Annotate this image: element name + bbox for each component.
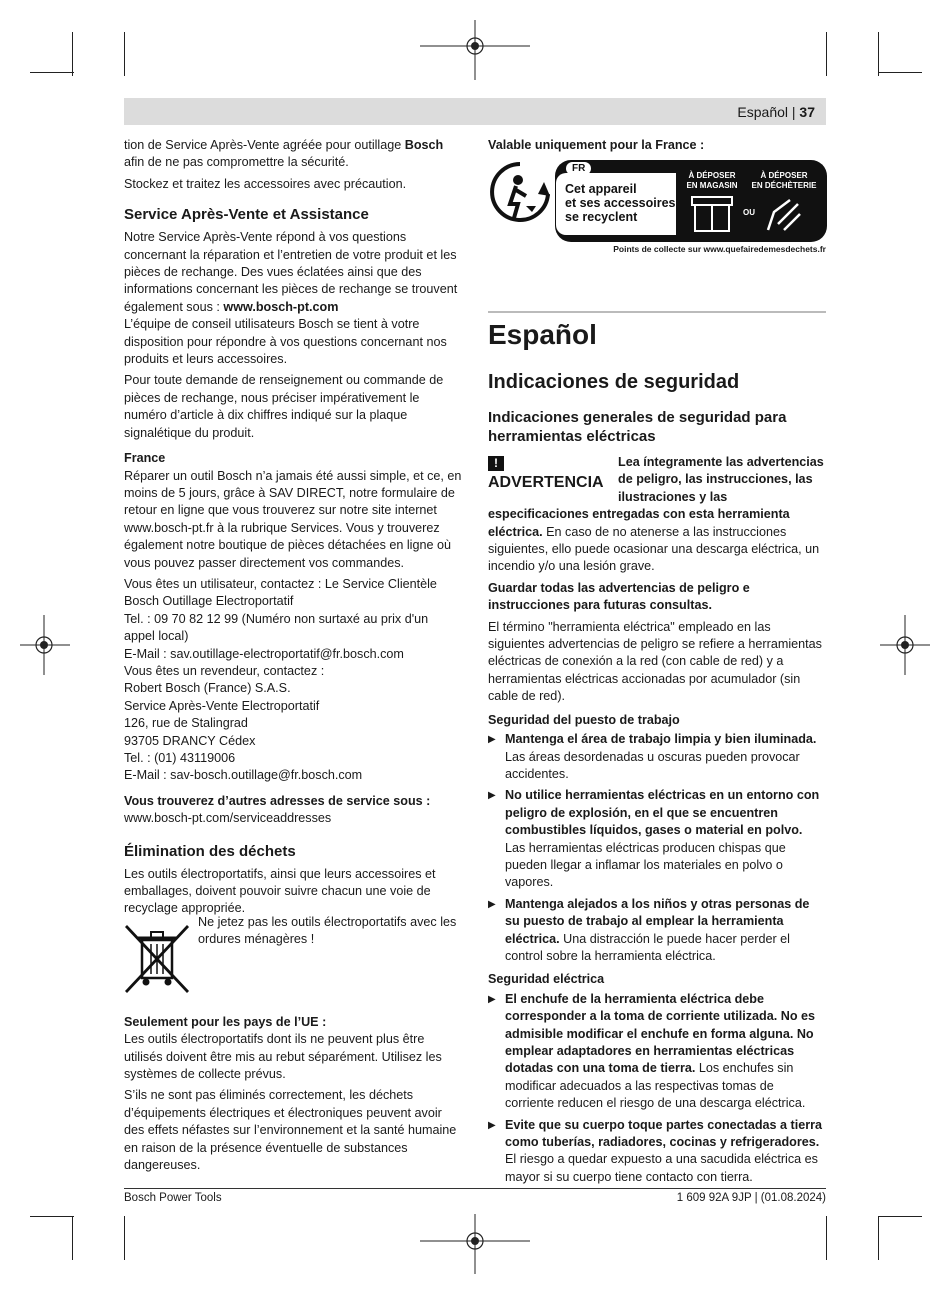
registration-mark-right — [880, 615, 930, 675]
crop-mark — [30, 72, 74, 73]
intro-paragraph: Stockez et traitez les accessoires avec précaution. — [124, 176, 407, 191]
store-icon — [690, 195, 734, 233]
term-paragraph: El término "herramienta eléctrica" empleado en las siguientes advertencias de peligro se refiere a herramientas eléctricas de conexión a la red (con cable de red) y a herramientas eléctricas accionadas por acumulador (sin cable de red). — [488, 619, 822, 704]
bosch-link[interactable]: www.bosch-pt.com — [223, 299, 339, 314]
user-contact: Vous êtes un utilisateur, contactez : Le Service Clientèle Bosch Outillage Electroportatif Tel. : 09 70 82 12 99 (Numéro non surtaxé au prix d'un appel local) E-Mail : sav.outillage-electroportatif@fr.bosch.com — [124, 576, 462, 663]
registration-mark-bottom — [420, 1214, 530, 1274]
header-language: Español — [737, 104, 788, 120]
crossed-bin-icon — [124, 922, 190, 996]
section-divider — [488, 311, 826, 313]
intro-paragraph: tion de Service Après-Vente agréée pour outillage Bosch afin de ne pas compromettre la sécurité. — [124, 138, 444, 170]
dump-icon — [764, 194, 804, 234]
footer-rule — [124, 1188, 826, 1189]
or-label: OU — [743, 208, 755, 217]
waste-icon-text: Ne jetez pas les outils électroportatifs avec les ordures ménagères ! — [198, 914, 457, 947]
crop-mark — [124, 1216, 125, 1260]
subsection-title: France — [124, 451, 166, 466]
warning-label: !ADVERTENCIA — [488, 456, 604, 491]
left-column — [124, 137, 462, 1179]
bullet-item: ▶ No utilice herramientas eléctricas en un entorno con peligro de explosión, en el que se encuentren combustibles líquidos, gases o material en polvo. Las herramientas eléctricas producen chispas que pueden llegar a inflamar los materiales en polvo o vapores. — [488, 787, 826, 891]
crop-mark — [124, 32, 125, 76]
collect-points: Points de collecte sur www.quefairedemesdechets.fr — [613, 244, 826, 254]
crop-mark — [826, 1216, 827, 1260]
email-link[interactable]: E-Mail : sav-bosch.outillage@fr.bosch.com — [124, 768, 363, 783]
keep-instructions: Guardar todas las advertencias de peligro e instrucciones para futuras consultas. — [488, 580, 750, 613]
crop-mark — [72, 1216, 73, 1260]
footer-right: 1 609 92A 9JP | (01.08.2024) — [676, 1192, 826, 1204]
crop-mark — [878, 1216, 879, 1260]
bullet-item: ▶ Evite que su cuerpo toque partes conectadas a tierra como tuberías, radiadores, cocinas y refrigeradores. El riesgo a quedar expuesto a una sacudida eléctrica es mayor si su cuerpo tiene contacto con tierra. — [488, 1117, 826, 1187]
general-safety-title: Indicaciones generales de seguridad para herramientas eléctricas — [488, 409, 787, 445]
page-number: 37 — [799, 104, 815, 120]
waste-paragraph: Les outils électroportatifs, ainsi que leurs accessoires et emballages, doivent pouvoir suivre chacun une voie de recyclage appropriée. — [124, 866, 436, 916]
recycle-text: Cet appareil et ses accessoires se recyclent — [565, 182, 676, 224]
right-column — [488, 318, 826, 1190]
service-addresses-link[interactable]: www.bosch-pt.com/serviceaddresses — [124, 811, 332, 826]
waste-notice — [124, 914, 462, 1000]
triman-icon — [488, 160, 552, 226]
crop-mark — [30, 1216, 74, 1217]
work-safety-title: Seguridad del puesto de trabajo — [488, 712, 680, 727]
email-link[interactable]: E-Mail : sav.outillage-electroportatif@fr.bosch.com — [124, 646, 404, 661]
france-only-label: Valable uniquement pour la France : — [488, 138, 705, 152]
registration-mark-top — [420, 20, 530, 80]
warning-triangle-icon: ! — [488, 456, 504, 471]
section-title: Service Après-Vente et Assistance — [124, 206, 369, 224]
section-title: Élimination des déchets — [124, 842, 296, 860]
eu-paragraph: S’ils ne sont pas éliminés correctement, les déchets d’équipements électriques et électroniques peuvent avoir des effets néfastes sur l’environnement et la santé humaine en raison de la présence éventuelle de substances dangereuses. — [124, 1088, 457, 1173]
crop-mark — [878, 1216, 922, 1217]
eu-paragraph: Les outils électroportatifs dont ils ne peuvent plus être utilisés doivent être mis au rebut séparément. Utilisez les systèmes de collecte prévus. — [124, 1032, 442, 1082]
france-paragraph: Réparer un outil Bosch n’a jamais été aussi simple, et ce, en moins de 5 jours, grâce à SAV DIRECT, notre formulaire de retour en ligne que vous trouverez sur notre site internet www.bosch-pt.fr à la rubrique Services. Vous y trouverez également notre boutique de pièces détachées en ligne où vous pouvez passer directement vos commandes. — [124, 468, 462, 570]
crop-mark — [72, 32, 73, 76]
warning-paragraph: Lea íntegramente las advertencias de peligro, las instrucciones, las ilustraciones y las especificaciones entregadas con esta herramienta eléctrica. En caso de no atenerse a las instrucciones siguientes, ello puede ocasionar una descarga eléctrica, un incendio y/o una lesión grave. — [488, 455, 824, 574]
electrical-safety-title: Seguridad eléctrica — [488, 972, 605, 987]
service-paragraph: Pour toute demande de renseignement ou commande de pièces de rechange, nous préciser impérativement le numéro d’article à dix chiffres indiqué sur la plaque signalétique du produit. — [124, 373, 444, 440]
subsection-title: Seulement pour les pays de l’UE : — [124, 1014, 327, 1029]
warning-block — [488, 454, 826, 576]
fr-tag: FR — [566, 162, 591, 175]
crop-mark — [826, 32, 827, 76]
page-header: Español | 37 — [737, 104, 815, 120]
bullet-item: ▶ Mantenga alejados a los niños y otras personas de su puesto de trabajo al emplear la herramienta eléctrica. Una distracción le puede hacer perder el control sobre la herramienta eléctrica. — [488, 896, 826, 966]
store-label: À DÉPOSER EN MAGASIN — [686, 171, 738, 190]
bullet-item: ▶ El enchufe de la herramienta eléctrica debe corresponder a la toma de corriente utilizada. No es admisible modificar el enchufe en forma alguna. No emplear adaptadores en herramientas eléctricas dotadas con una toma de tierra. Los enchufes sin modificar adecuados a las respectivas tomas de corriente reducen el riesgo de una descarga eléctrica. — [488, 991, 826, 1113]
crop-mark — [878, 72, 922, 73]
bullet-item: ▶ Mantenga el área de trabajo limpia y bien iluminada. Las áreas desordenadas u oscuras pueden provocar accidentes. — [488, 731, 826, 783]
page-header-bar — [124, 98, 826, 125]
footer-left: Bosch Power Tools — [124, 1192, 222, 1204]
safety-title: Indicaciones de seguridad — [488, 371, 740, 393]
service-paragraph: Notre Service Après-Vente répond à vos questions concernant la réparation et l’entretien de votre produit et les pièces de rechange. Des vues éclatées ainsi que des informations concernant les pièces de rechange se trouvent également sous : www.bosch-pt.com — [124, 230, 458, 314]
subsection-title: Vous trouverez d’autres adresses de service sous : — [124, 793, 431, 808]
crop-mark — [878, 32, 879, 76]
service-paragraph: L’équipe de conseil utilisateurs Bosch se tient à votre disposition pour répondre à vos questions concernant nos produits et leurs accessoires. — [124, 317, 447, 367]
dump-label: À DÉPOSER EN DÉCHÈTERIE — [751, 171, 817, 190]
registration-mark-left — [20, 615, 70, 675]
language-title: Español — [488, 319, 597, 350]
reseller-contact: Vous êtes un revendeur, contactez : Robert Bosch (France) S.A.S. Service Après-Vente Electroportatif 126, rue de Stalingrad 93705 DRANCY Cédex Tel. : (01) 43119006 E-Mail : sav-bosch.outillage@fr.bosch.com — [124, 663, 462, 785]
